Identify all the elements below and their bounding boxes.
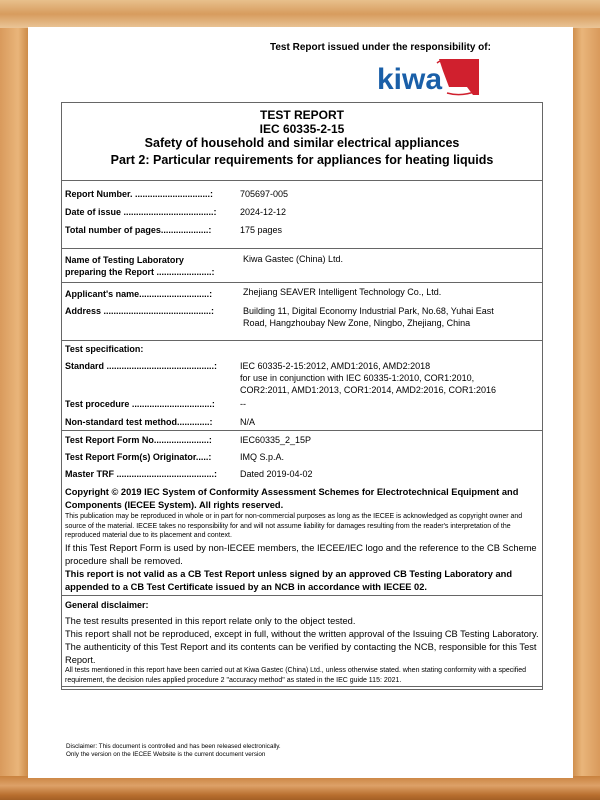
standard-label: Standard ...........................................:	[65, 361, 218, 371]
trf-originator-value: IMQ S.p.A.	[240, 452, 285, 462]
subject-title: Safety of household and similar electrical appliances	[144, 136, 460, 150]
test-procedure-value: --	[240, 399, 246, 409]
divider	[61, 180, 543, 181]
non-standard-value: N/A	[240, 417, 256, 427]
report-number-value: 705697-005	[240, 189, 289, 199]
date-of-issue-value: 2024-12-12	[240, 207, 287, 217]
testing-lab-value: Kiwa Gastec (China) Ltd.	[243, 254, 344, 264]
report-title: TEST REPORT	[259, 108, 344, 122]
non-members-text: If this Test Report Form is used by non-IECEE members, the IECEE/IEC logo and the reference to the CB Scheme procedure shall be removed.	[65, 543, 537, 566]
trf-number-label: Test Report Form No......................:	[65, 435, 212, 445]
general-disclaimer-heading: General disclaimer:	[65, 600, 149, 610]
trf-originator-label: Test Report Form(s) Originator.....:	[65, 452, 212, 462]
report-number-label: Report Number. ..............................:	[65, 189, 214, 199]
date-of-issue-label: Date of issue ....................................:	[65, 207, 217, 217]
divider	[61, 686, 543, 687]
frame-bottom	[0, 776, 600, 800]
general-disclaimer-line-2: This report shall not be reproduced, except in full, without the written approval of the Issuing CB Testing Laboratory. The authenticity of this Test Report and its contents can be verified by contacting the NCB, responsible for this Test Report.	[65, 629, 539, 665]
svg-text:kiwa: kiwa	[377, 63, 443, 96]
divider	[61, 595, 543, 596]
applicant-value: Zhejiang SEAVER Intelligent Technology Co., Ltd.	[243, 287, 442, 297]
issued-under-text: Test Report issued under the responsibility of:	[270, 42, 491, 53]
address-value: Building 11, Digital Economy Industrial Park, No.68, Yuhai East Road, Hangzhoubay New Zone, Ningbo, Zhejiang, China	[243, 306, 494, 328]
kiwa-logo	[377, 57, 481, 97]
test-specification-label: Test specification:	[65, 344, 144, 354]
standard-value: IEC 60335-2-15:2012, AMD1:2016, AMD2:2018 for use in conjunction with IEC 60335-1:2010, COR1:2010, COR2:2011, AMD1:2013, COR1:2014, AMD2:2016, COR1:2016	[240, 361, 496, 395]
divider	[61, 430, 543, 431]
footer-disclaimer-line-1: Disclaimer: This document is controlled and has been released electronically.	[66, 743, 281, 750]
total-pages-value: 175 pages	[240, 225, 283, 235]
address-label: Address ...........................................:	[65, 306, 215, 316]
copyright-publication-text: This publication may be reproduced in whole or in part for non-commercial purposes as long as the IECEE is acknowledged as copyright owner and source of the material. IECEE takes no responsibility for and will not assume liability for damages resulting from the reader's interpretation of the reproduced material due to its placement and context.	[65, 513, 523, 539]
divider	[61, 248, 543, 249]
general-disclaimer-line-1: The test results presented in this report relate only to the object tested.	[65, 616, 356, 626]
test-procedure-label: Test procedure ................................:	[65, 399, 215, 409]
general-disclaimer-note: All tests mentioned in this report have been carried out at Kiwa Gastec (China) Ltd., unless otherwise stated. when stating conformity with a specified requirement, the decision rules applied procedure 2 "accuracy method" as stated in the IEC guide 115: 2021.	[65, 667, 527, 684]
footer-disclaimer-line-2: Only the version on the IECEE Website is the current document version	[66, 751, 266, 758]
part-title: Part 2: Particular requirements for appliances for heating liquids	[110, 153, 494, 167]
master-trf-label: Master TRF .......................................:	[65, 469, 218, 479]
testing-lab-label-2: preparing the Report ......................:	[65, 267, 215, 277]
frame-top	[0, 0, 600, 28]
copyright-heading: Copyright © 2019 IEC System of Conformity Assessment Schemes for Electrotechnical Equipment and Components (IECEE System). All rights reserved.	[65, 487, 519, 510]
standard-title: IEC 60335-2-15	[259, 122, 345, 136]
divider	[61, 340, 543, 341]
trf-number-value: IEC60335_2_15P	[240, 435, 312, 445]
total-pages-label: Total number of pages...................:	[65, 225, 212, 235]
divider	[61, 282, 543, 283]
validity-text: This report is not valid as a CB Test Report unless signed by an approved CB Testing Laboratory and appended to a CB Test Certificate issued by an NCB in accordance with IECEE 02.	[65, 569, 513, 592]
master-trf-value: Dated 2019-04-02	[240, 469, 313, 479]
testing-lab-label: Name of Testing Laboratory	[65, 255, 184, 265]
non-standard-label: Non-standard test method.............:	[65, 417, 213, 427]
applicant-label: Applicant's name............................:	[65, 289, 213, 299]
